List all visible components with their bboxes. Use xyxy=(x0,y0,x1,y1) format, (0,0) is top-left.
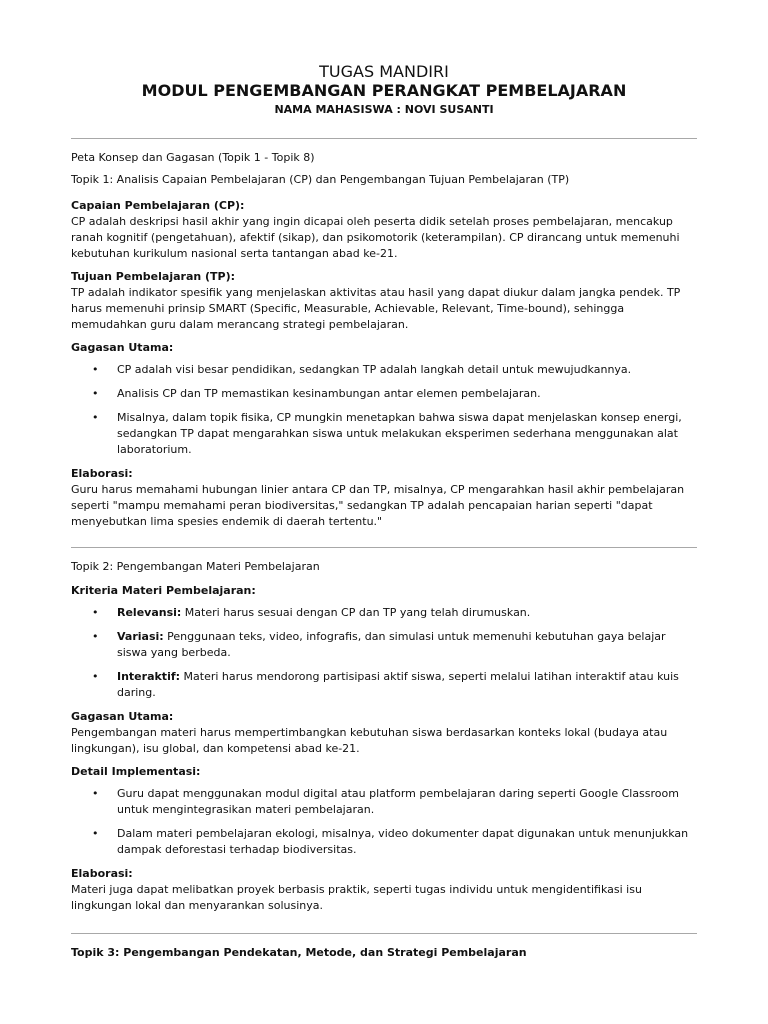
bullet-icon: • xyxy=(92,363,99,376)
topic1-title: Topik 1: Analisis Capaian Pembelajaran (CP) dan Pengembangan Tujuan Pembelajaran (TP) xyxy=(71,173,570,186)
divider xyxy=(71,933,697,934)
detail-list xyxy=(71,786,697,858)
topic3-content xyxy=(71,945,697,961)
document-content xyxy=(71,150,697,537)
bullet-icon: • xyxy=(92,670,99,683)
topic2-content xyxy=(71,559,697,921)
elaborasi-text: Guru harus memahami hubungan linier antara CP dan TP, misalnya, CP mengarahkan hasil akhir pembelajaran seperti "mampu memahami peran biodiversitas," sedangkan TP adalah pencapaian harian seperti "dapat menyebutkan lima spesies endemik di daerah tertentu." xyxy=(71,483,685,528)
topic1-cp-section xyxy=(71,198,697,262)
detail-heading: Detail Implementasi: xyxy=(71,765,201,778)
bullet-icon: • xyxy=(92,387,99,400)
list-item: • Analisis CP dan TP memastikan kesinambungan antar elemen pembelajaran. xyxy=(92,387,541,400)
topic2-title: Topik 2: Pengembangan Materi Pembelajaran xyxy=(71,560,320,573)
student-name: NAMA MAHASISWA : NOVI SUSANTI xyxy=(274,103,494,116)
elaborasi-text: Materi juga dapat melibatkan proyek berbasis praktik, seperti tugas individu untuk mengidentifikasi isu lingkungan lokal dan menyarankan solusinya. xyxy=(71,883,642,912)
tp-text: TP adalah indikator spesifik yang menjelaskan aktivitas atau hasil yang dapat diukur dalam jangka pendek. TP harus memenuhi prinsip SMART (Specific, Measurable, Achievable, Relevant, Time-bound), sehingga memudahkan guru dalam merancang strategi pembelajaran. xyxy=(71,286,681,331)
bullet-icon: • xyxy=(92,630,99,643)
list-item: • Interaktif: Materi harus mendorong partisipasi aktif siswa, seperti melalui latihan interaktif atau kuis daring. xyxy=(92,670,679,699)
topic2-elaborasi-section xyxy=(71,866,697,914)
document-header xyxy=(0,62,768,117)
gagasan-heading: Gagasan Utama: xyxy=(71,710,174,723)
gagasan-text: Pengembangan materi harus mempertimbangkan kebutuhan siswa berdasarkan konteks lokal (budaya atau lingkungan), isu global, dan kompetensi abad ke-21. xyxy=(71,726,668,755)
topic1-gagasan-heading: Gagasan Utama: xyxy=(71,341,174,354)
cp-heading: Capaian Pembelajaran (CP): xyxy=(71,199,245,212)
kriteria-heading: Kriteria Materi Pembelajaran: xyxy=(71,584,256,597)
bullet-icon: • xyxy=(92,411,99,424)
list-item: • Variasi: Penggunaan teks, video, infografis, dan simulasi untuk memenuhi kebutuhan gaya belajar siswa yang berbeda. xyxy=(92,630,666,659)
intro-text: Peta Konsep dan Gagasan (Topik 1 - Topik 8) xyxy=(71,151,315,164)
list-item: • CP adalah visi besar pendidikan, sedangkan TP adalah langkah detail untuk mewujudkannya. xyxy=(92,363,632,376)
topic3-title: Topik 3: Pengembangan Pendekatan, Metode, dan Strategi Pembelajaran xyxy=(71,946,527,959)
list-item: • Relevansi: Materi harus sesuai dengan CP dan TP yang telah dirumuskan. xyxy=(92,606,531,619)
tp-heading: Tujuan Pembelajaran (TP): xyxy=(71,270,236,283)
elaborasi-heading: Elaborasi: xyxy=(71,867,133,880)
divider xyxy=(71,547,697,548)
divider xyxy=(71,138,697,139)
document-subtitle: MODUL PENGEMBANGAN PERANGKAT PEMBELAJARAN xyxy=(141,81,627,100)
topic1-tp-section xyxy=(71,269,697,333)
topic2-gagasan-section xyxy=(71,709,697,757)
cp-text: CP adalah deskripsi hasil akhir yang ingin dicapai oleh peserta didik setelah proses pembelajaran, mencakup ranah kognitif (pengetahuan), afektif (sikap), dan psikomotorik (keterampilan). CP dirancang untuk memenuhi kebutuhan kurikulum nasional serta tantangan abad ke-21. xyxy=(71,215,680,260)
bullet-icon: • xyxy=(92,606,99,619)
list-item: • Dalam materi pembelajaran ekologi, misalnya, video dokumenter dapat digunakan untuk menunjukkan dampak deforestasi terhadap biodiversitas. xyxy=(92,827,689,856)
topic1-elaborasi-section xyxy=(71,466,697,530)
bullet-icon: • xyxy=(92,787,99,800)
kriteria-list xyxy=(71,605,697,701)
bullet-icon: • xyxy=(92,827,99,840)
topic1-gagasan-list xyxy=(71,362,697,458)
list-item: • Misalnya, dalam topik fisika, CP mungkin menetapkan bahwa siswa dapat menjelaskan konsep energi, sedangkan TP dapat mengarahkan siswa untuk melakukan eksperimen sederhana menggunakan alat laboratorium. xyxy=(92,411,682,456)
list-item: • Guru dapat menggunakan modul digital atau platform pembelajaran daring seperti Google Classroom untuk mengintegrasikan materi pembelajaran. xyxy=(92,787,679,816)
document-title: TUGAS MANDIRI xyxy=(319,62,449,81)
elaborasi-heading: Elaborasi: xyxy=(71,467,133,480)
